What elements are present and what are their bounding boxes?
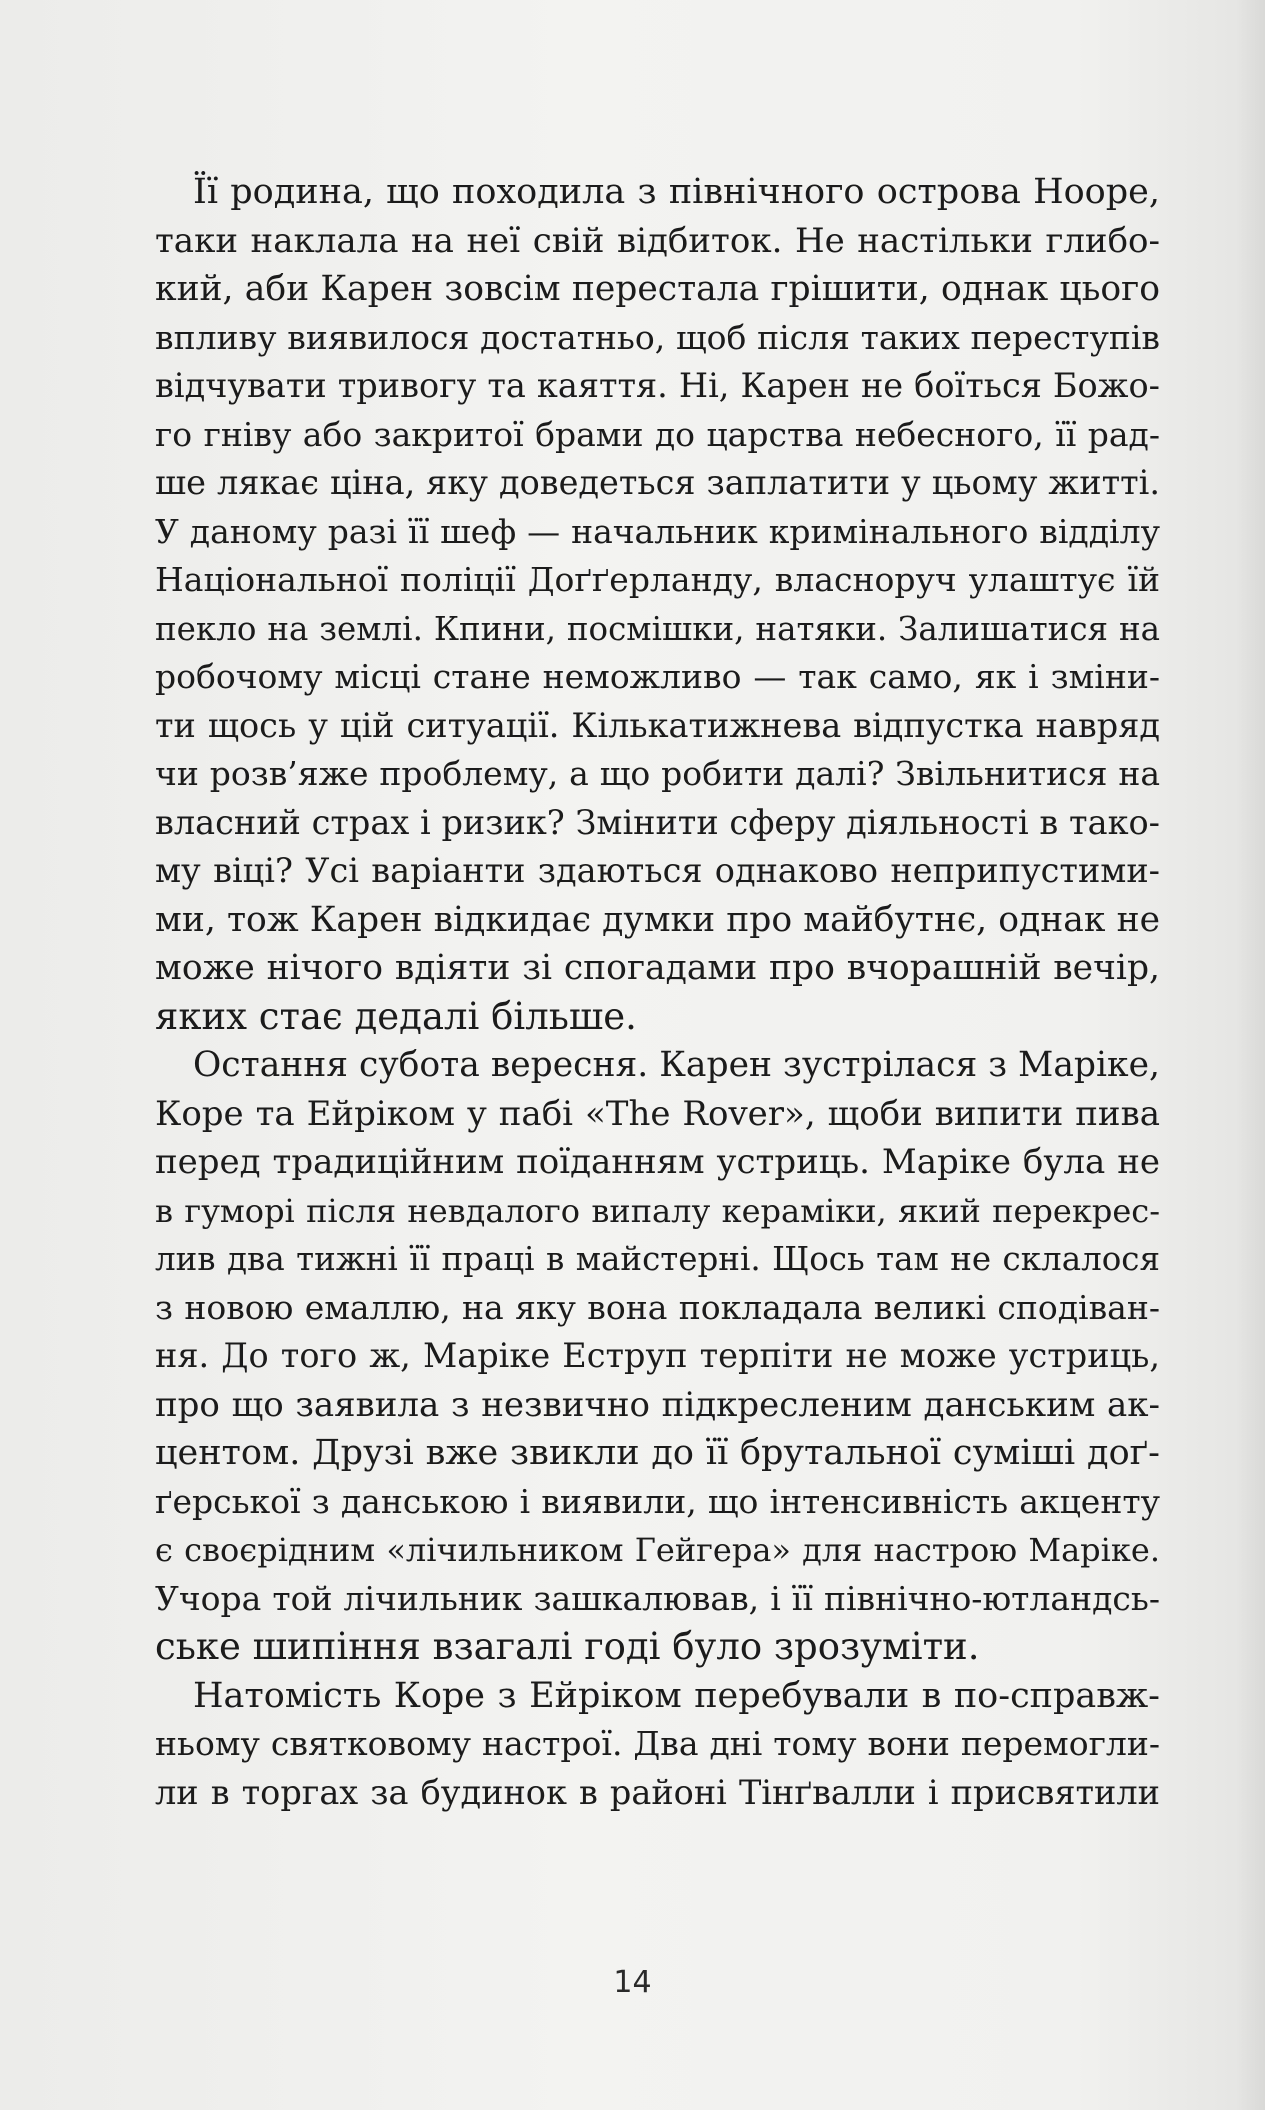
text-line: про що заявила з незвично підкресленим данським ак-	[155, 1384, 1160, 1425]
text-line: го гніву або закритої брами до царства небесного, її рад-	[155, 414, 1160, 454]
text-line: Натомість Коре з Ейріком перебували в по-справж-	[193, 1675, 1160, 1716]
text-line: Національної поліції Доґґерланду, власноруч улаштує їй	[155, 560, 1160, 599]
text-line: ти щось у цій ситуації. Кількатижнева відпустка навряд	[155, 705, 1160, 745]
paragraph-2	[155, 1041, 1160, 1672]
text-line: впливу виявилося достатньо, щоб після таких переступів	[155, 317, 1160, 357]
text-line: перед традиційним поїданням устриць. Маріке була не	[155, 1142, 1160, 1182]
text-line: відчувати тривогу та каяття. Ні, Карен не боїться Божо-	[155, 366, 1160, 405]
text-line: му віці? Усі варіанти здаються однаково неприпустими-	[155, 851, 1160, 890]
text-line: з новою емаллю, на яку вона покладала великі сподіван-	[155, 1287, 1160, 1327]
text-line: яких стає дедалі більше.	[155, 994, 637, 1038]
text-line: лив два тижні її праці в майстерні. Щось там не склалося	[155, 1240, 1160, 1278]
text-line: таки наклала на неї свій відбиток. Не настільки глибо-	[155, 220, 1160, 261]
text-line: Остання субота вересня. Карен зустрілася з Маріке,	[193, 1045, 1160, 1085]
text-line: У даному разі її шеф — начальник кримінального відділу	[155, 511, 1160, 551]
page-number: 14	[613, 1965, 652, 2000]
text-line: ґерської з данською і виявили, що інтенсивність акценту	[155, 1481, 1160, 1521]
text-line: є своєрідним «лічильником Гейгера» для настрою Маріке.	[155, 1531, 1160, 1569]
text-line: ли в торгах за будинок в районі Тінґвалли і присвятили	[155, 1772, 1160, 1812]
text-line: ше лякає ціна, яку доведеться заплатити у цьому житті.	[155, 463, 1160, 502]
paragraph-3	[155, 1672, 1160, 1818]
text-line: кий, аби Карен зовсім перестала грішити, однак цього	[155, 269, 1160, 309]
text-line: робочому місці стане неможливо — так само, як і зміни-	[155, 657, 1160, 696]
text-line: Її родина, що походила з північного острова Нооре,	[193, 172, 1160, 212]
text-line: в гуморі після невдалого випалу кераміки, який перекрес-	[155, 1191, 1160, 1230]
text-line: ньому святковому настрої. Два дні тому вони перемогли-	[155, 1724, 1160, 1763]
text-line: власний страх і ризик? Змінити сферу діяльності в тако-	[155, 802, 1160, 842]
text-line: ське шипіння взагалі годі було зрозуміти.	[155, 1625, 980, 1668]
body-text	[155, 168, 1160, 1817]
text-line: Коре та Ейріком у пабі «The Rover», щоби випити пива	[155, 1093, 1160, 1134]
text-line: може нічого вдіяти зі спогадами про вчорашній вечір,	[155, 948, 1160, 988]
text-line: ми, тож Карен відкидає думки про майбутнє, однак не	[155, 899, 1160, 940]
text-line: Учора той лічильник зашкалював, і її північно-ютландсь-	[155, 1578, 1160, 1618]
text-line: центом. Друзі вже звикли до її брутальної суміші доґ-	[155, 1433, 1160, 1473]
text-line: пекло на землі. Кпини, посмішки, натяки. Залишатися на	[155, 609, 1160, 648]
text-line: ня. До того ж, Маріке Еструп терпіти не може устриць,	[155, 1336, 1160, 1375]
text-line: чи розв’яже проблему, а що робити далі? Звільнитися на	[155, 754, 1160, 793]
paragraph-1	[155, 168, 1160, 1041]
